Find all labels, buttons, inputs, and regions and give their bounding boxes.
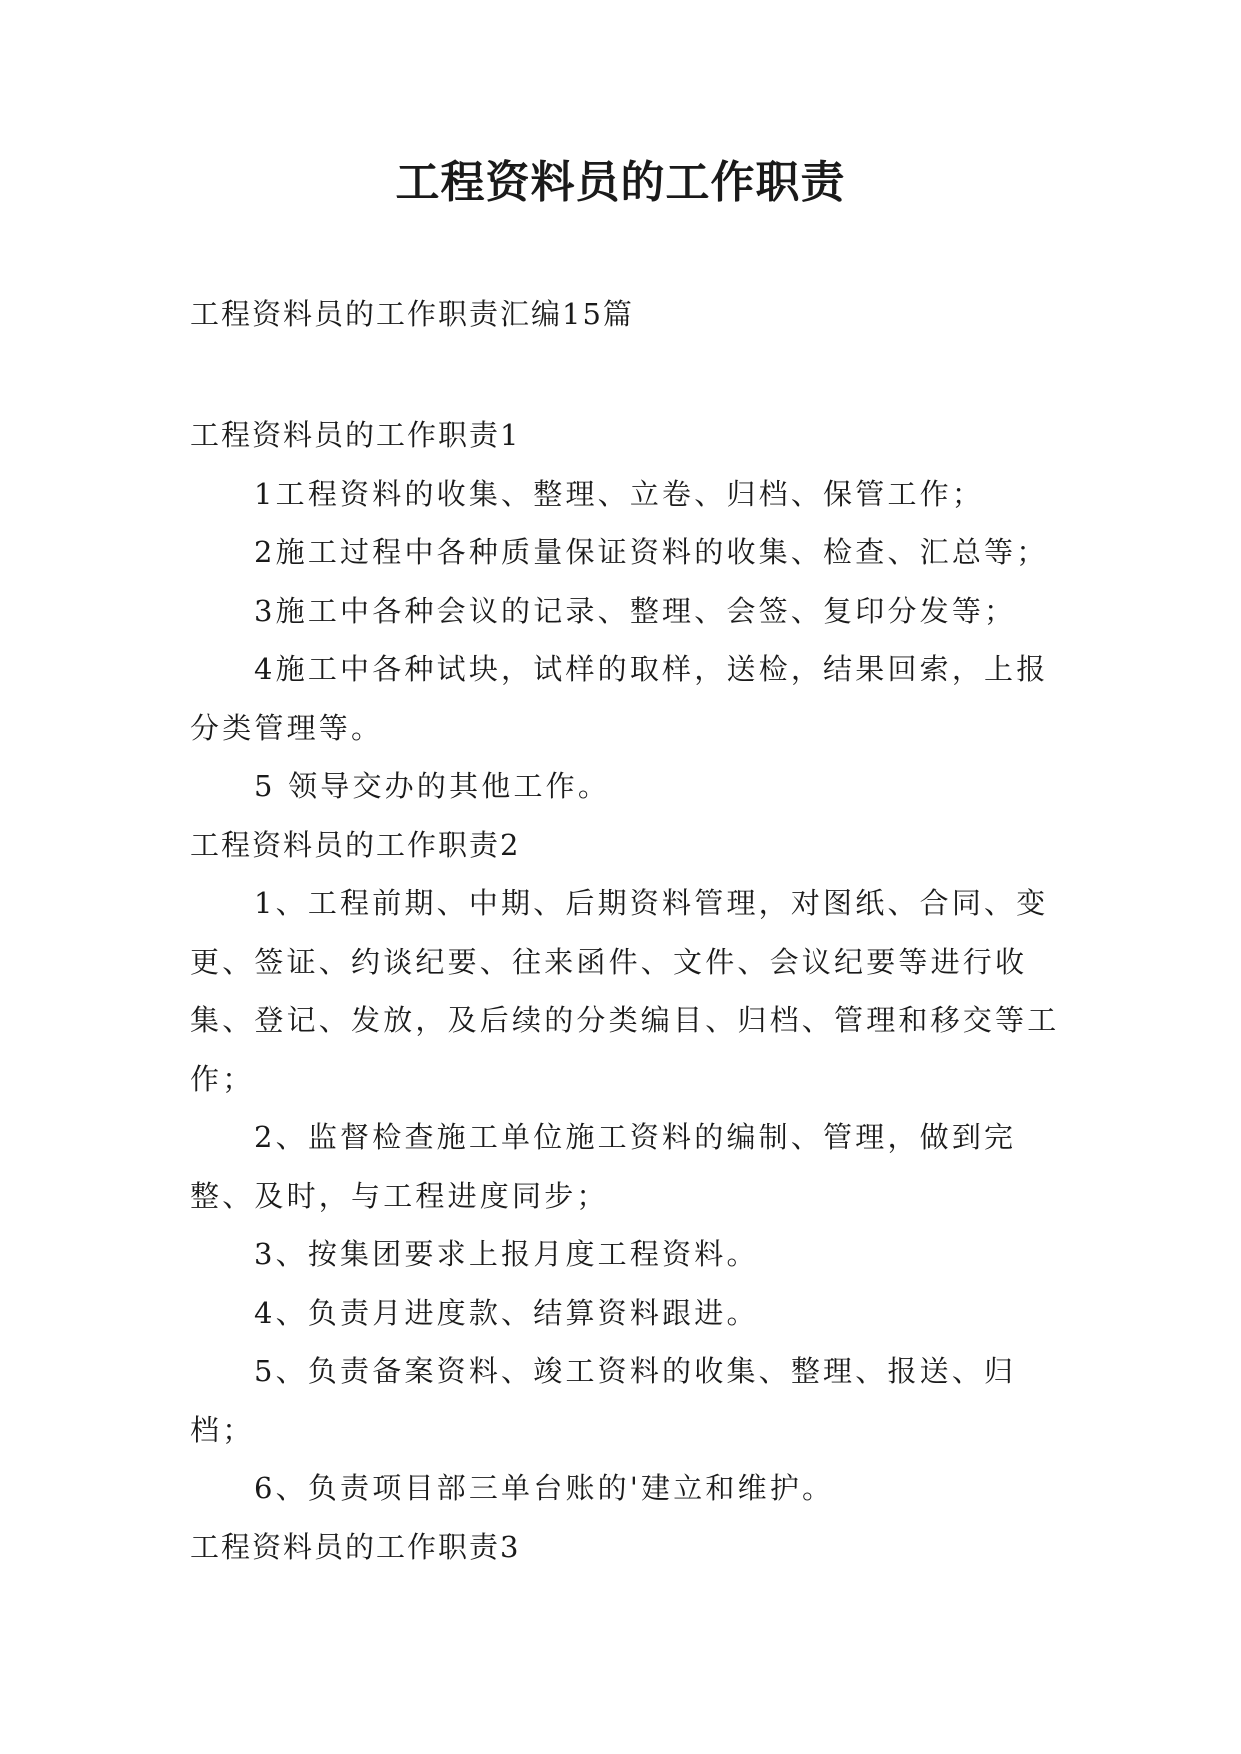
section-heading: 工程资料员的工作职责2 [190, 827, 521, 862]
document-subtitle: 工程资料员的工作职责汇编15篇 [190, 297, 634, 331]
paragraph: 2施工过程中各种质量保证资料的收集、检查、汇总等； [254, 535, 1049, 569]
paragraph: 5、负责备案资料、竣工资料的收集、整理、报送、归档； [190, 1354, 1017, 1447]
paragraph: 4、负责月进度款、结算资料跟进。 [254, 1295, 759, 1330]
paragraph: 2、监督检查施工单位施工资料的编制、管理，做到完整、及时，与工程进度同步； [190, 1120, 1017, 1213]
section-heading: 工程资料员的工作职责1 [190, 418, 521, 452]
document-body [190, 406, 1060, 1576]
paragraph: 5 领导交办的其他工作。 [254, 769, 611, 803]
document-title: 工程资料员的工作职责 [395, 157, 846, 208]
paragraph: 3施工中各种会议的记录、整理、会签、复印分发等； [254, 593, 1017, 628]
section-heading: 工程资料员的工作职责3 [190, 1529, 521, 1564]
paragraph: 4施工中各种试块，试样的取样，送检，结果回索，上报分类管理等。 [190, 652, 1049, 745]
paragraph: 3、按集团要求上报月度工程资料。 [254, 1237, 759, 1271]
paragraph: 1工程资料的收集、整理、立卷、归档、保管工作； [254, 476, 985, 511]
paragraph: 1、工程前期、中期、后期资料管理，对图纸、合同、变更、签证、约谈纪要、往来函件、文件、会议纪要等进行收集、登记、发放，及后续的分类编目、归档、管理和移交等工作； [190, 886, 1060, 1096]
paragraph: 6、负责项目部三单台账的'建立和维护。 [254, 1471, 835, 1505]
